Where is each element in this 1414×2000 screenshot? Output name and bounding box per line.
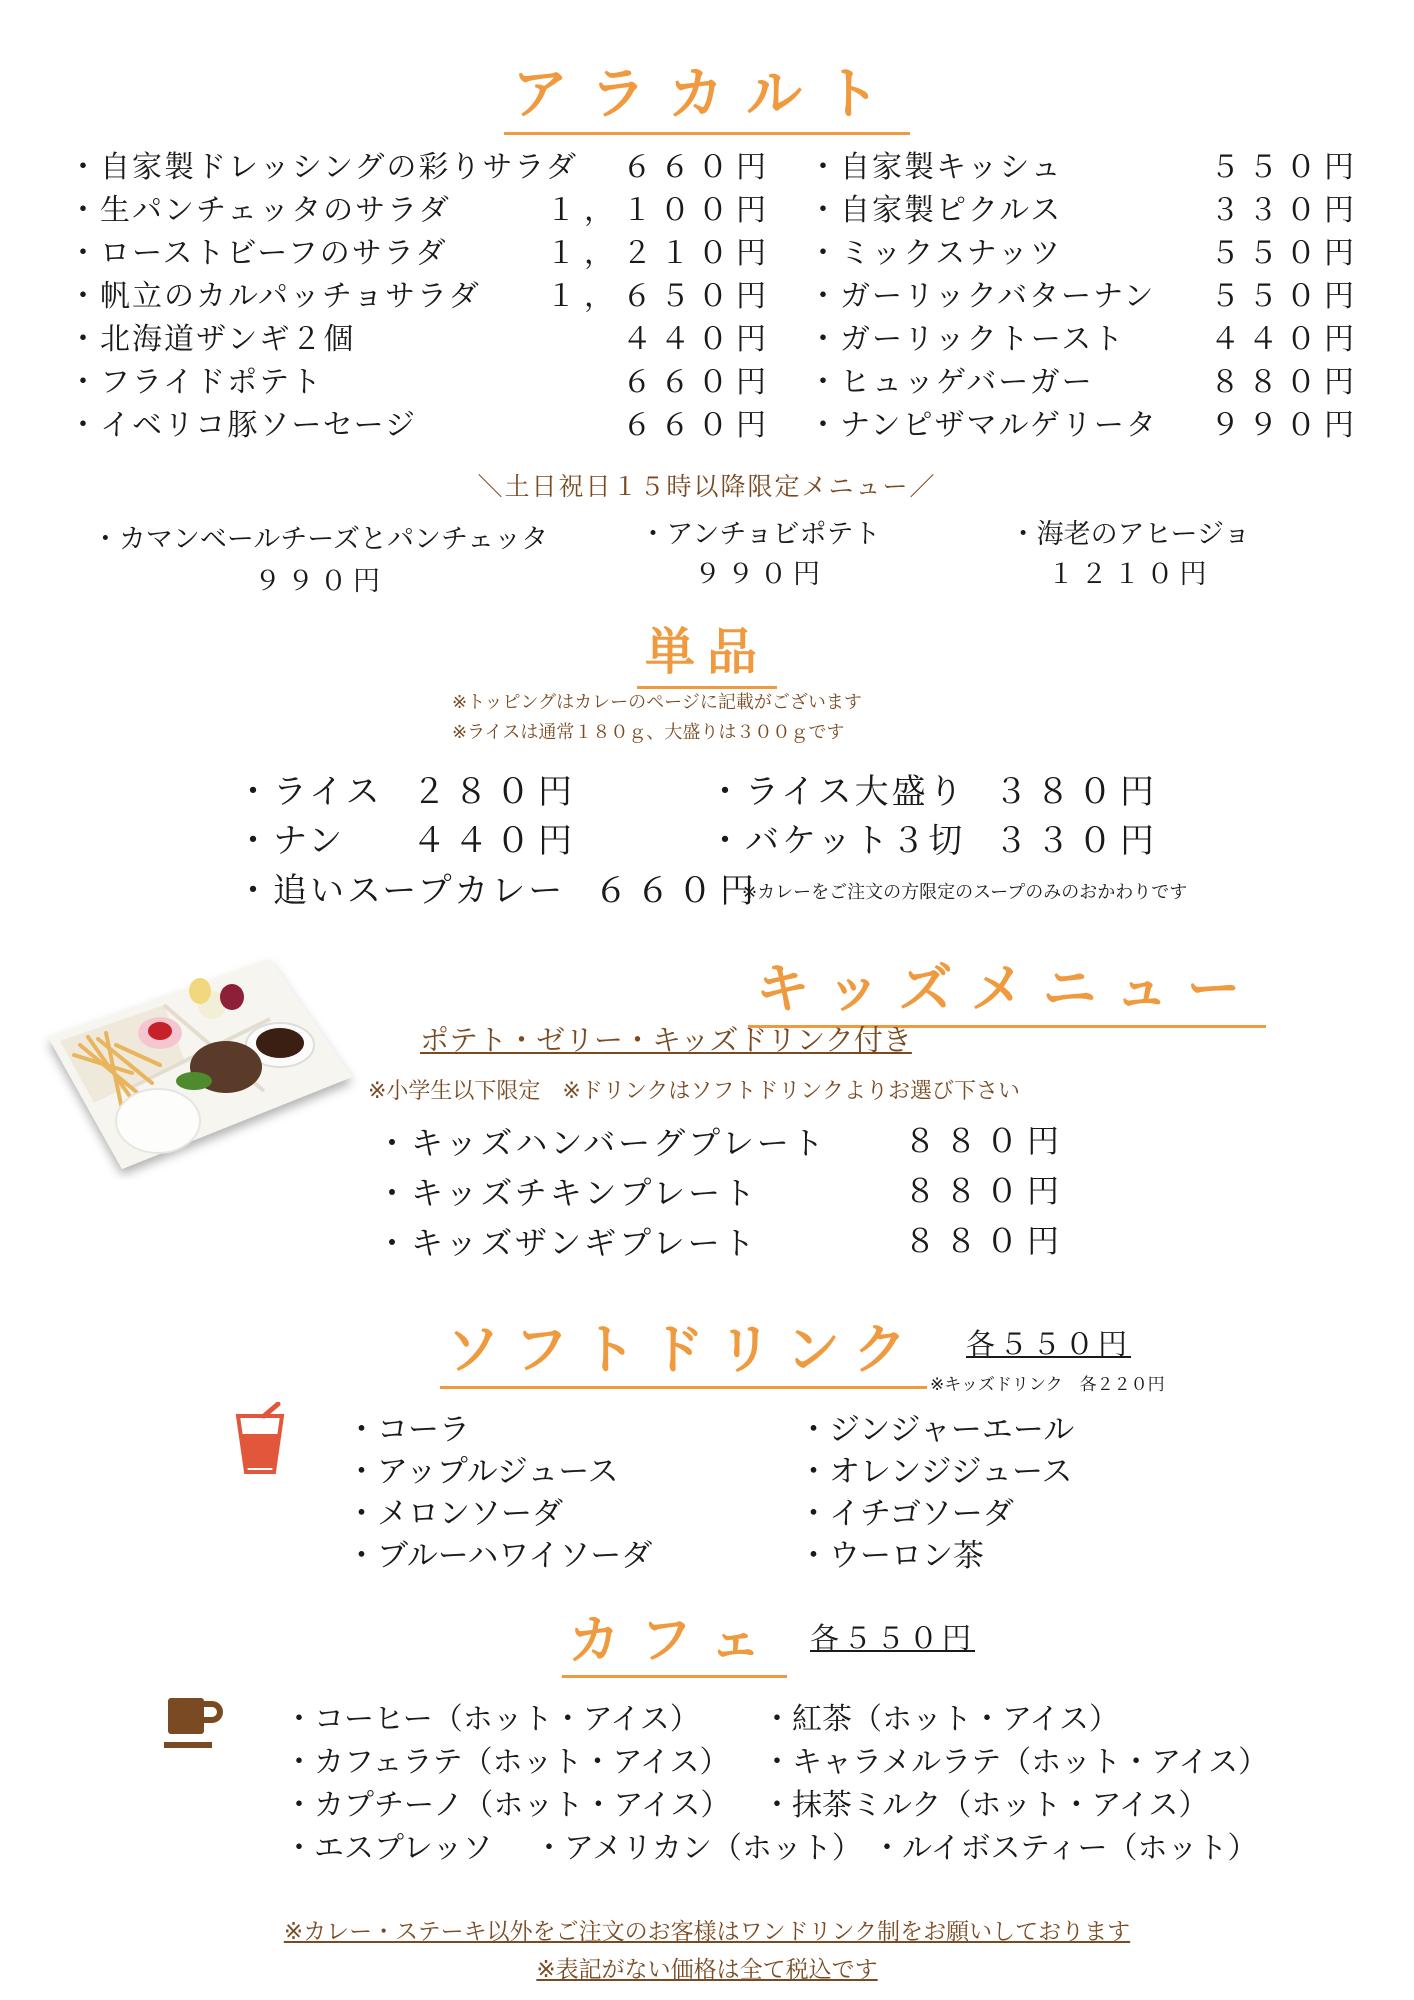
kids-note: ※小学生以下限定 ※ドリンクはソフトドリンクよりお選び下さい — [368, 1079, 1020, 1104]
limited-heading: ＼土日祝日１５時以降限定メニュー／ — [477, 472, 937, 501]
cafe-item: ・キャラメルラテ（ホット・アイス） — [762, 1745, 1269, 1780]
menu-item-price: ５５０円 — [1210, 150, 1362, 185]
menu-item-name: ・自家製ドレッシングの彩りサラダ — [68, 150, 579, 185]
cafe-item: ・抹茶ミルク（ホット・アイス） — [762, 1788, 1209, 1823]
single-item-name: ・ライス大盛り — [708, 772, 966, 812]
menu-item-price: ５５０円 — [1210, 279, 1362, 314]
cafe-item: ・コーヒー（ホット・アイス） — [284, 1702, 700, 1737]
single-item-name: ・ライス — [236, 772, 383, 812]
single-item-price: ６６０円 — [594, 871, 762, 911]
menu-item-price: ８８０円 — [1210, 365, 1362, 400]
kids-title: キッズメニュー — [300, 946, 1414, 1028]
menu-item-price: ４４０円 — [1210, 322, 1362, 357]
menu-item-name: ・ガーリックトースト — [808, 322, 1126, 357]
menu-item-name: ・自家製キッシュ — [808, 150, 1063, 185]
menu-item-name: ・イベリコ豚ソーセージ — [68, 408, 417, 443]
menu-item-price: ５５０円 — [1210, 236, 1362, 271]
kids-item-price: ８８０円 — [904, 1122, 1069, 1160]
drink-item: ・ジンジャーエール — [798, 1412, 1075, 1448]
soft-title: ソフトドリンク — [440, 1307, 927, 1389]
menu-item-price: ６６０円 — [622, 150, 774, 185]
soft-price: 各５５０円 — [966, 1327, 1132, 1361]
single-item-price: ３８０円 — [994, 772, 1162, 812]
menu-item-price: ６６０円 — [622, 408, 774, 443]
drink-item: ・オレンジジュース — [798, 1454, 1073, 1490]
menu-item-name: ・ガーリックバターナン — [808, 279, 1156, 314]
menu-item-name: ・フライドポテト — [68, 365, 324, 400]
kids-item-price: ８８０円 — [904, 1172, 1069, 1210]
menu-item-price: ４４０円 — [622, 322, 774, 357]
cafe-item: ・エスプレッソ — [284, 1831, 493, 1866]
kids-subtitle: ポテト・ゼリー・キッズドリンク付き — [420, 1023, 912, 1057]
juice-glass-icon — [230, 1402, 290, 1474]
menu-item-name: ・ローストビーフのサラダ — [68, 236, 448, 271]
cafe-title: カフェ — [562, 1598, 787, 1678]
menu-item-name: ・生パンチェッタのサラダ — [68, 193, 451, 228]
one-drink-note: ※カレー・ステーキ以外をご注文のお客様はワンドリンク制をお願いしております — [283, 1919, 1131, 1945]
drink-item: ・メロンソーダ — [346, 1496, 563, 1532]
drink-item: ・アップルジュース — [346, 1454, 619, 1490]
menu-item-price: ６６０円 — [622, 365, 774, 400]
menu-item-name: ・北海道ザンギ２個 — [68, 322, 356, 357]
menu-item-price: １，６５０円 — [546, 279, 774, 314]
single-title: 単品 — [0, 612, 1414, 689]
limited-item-price: １２１０円 — [1047, 559, 1213, 590]
limited-item-name: ・アンチョビポテト — [639, 519, 881, 550]
drink-item: ・コーラ — [346, 1412, 470, 1448]
menu-item-name: ・ナンピザマルゲリータ — [808, 408, 1158, 443]
cafe-price: 各５５０円 — [810, 1621, 976, 1655]
tax-included-note: ※表記がない価格は全て税込です — [536, 1957, 878, 1983]
limited-item-name: ・カマンベールチーズとパンチェッタ — [91, 524, 549, 555]
limited-item-price: ９９０円 — [254, 566, 386, 597]
kids-item-name: ・キッズザンギプレート — [376, 1224, 758, 1262]
single-note-rice: ※ライスは通常１８０ｇ、大盛りは３００ｇです — [452, 722, 845, 743]
single-item-price: ２８０円 — [412, 772, 580, 812]
single-item-name: ・追いスープカレー — [236, 871, 566, 911]
limited-item-name: ・海老のアヒージョ — [1009, 519, 1251, 550]
drink-item: ・ウーロン茶 — [798, 1538, 984, 1574]
single-note-topping: ※トッピングはカレーのページに記載がございます — [452, 692, 862, 713]
cafe-item: ・カフェラテ（ホット・アイス） — [284, 1745, 730, 1780]
menu-item-name: ・帆立のカルパッチョサラダ — [68, 279, 481, 314]
limited-item-price: ９９０円 — [694, 559, 826, 590]
alacarte-title: アラカルト — [0, 50, 1414, 135]
kids-item-name: ・キッズハンバーグプレート — [376, 1124, 827, 1162]
menu-item-price: １，１００円 — [546, 193, 774, 228]
kids-drink-note: ※キッズドリンク 各２２０円 — [930, 1375, 1165, 1395]
cafe-item: ・カプチーノ（ホット・アイス） — [284, 1788, 731, 1823]
single-item-name: ・バケット３切 — [708, 821, 966, 861]
kids-item-price: ８８０円 — [904, 1222, 1069, 1260]
cafe-item: ・ルイボスティー（ホット） — [872, 1831, 1258, 1866]
single-item-price: ３３０円 — [994, 821, 1162, 861]
soup-refill-note: ※カレーをご注文の方限定のスープのみのおかわりです — [742, 882, 1188, 903]
single-item-price: ４４０円 — [412, 821, 580, 861]
menu-item-name: ・自家製ピクルス — [808, 193, 1063, 228]
menu-item-price: ３３０円 — [1210, 193, 1362, 228]
menu-item-name: ・ミックスナッツ — [808, 236, 1062, 271]
menu-item-price: １，２１０円 — [546, 236, 774, 271]
menu-item-price: ９９０円 — [1210, 408, 1362, 443]
single-item-name: ・ナン — [236, 821, 346, 861]
coffee-cup-icon — [164, 1696, 224, 1752]
kids-item-name: ・キッズチキンプレート — [376, 1174, 759, 1212]
cafe-item: ・紅茶（ホット・アイス） — [762, 1702, 1119, 1737]
menu-item-name: ・ヒュッゲバーガー — [808, 365, 1094, 400]
cafe-item: ・アメリカン（ホット） — [534, 1831, 862, 1866]
drink-item: ・イチゴソーダ — [798, 1496, 1014, 1532]
kids-plate-photo — [40, 955, 360, 1180]
drink-item: ・ブルーハワイソーダ — [346, 1538, 653, 1574]
